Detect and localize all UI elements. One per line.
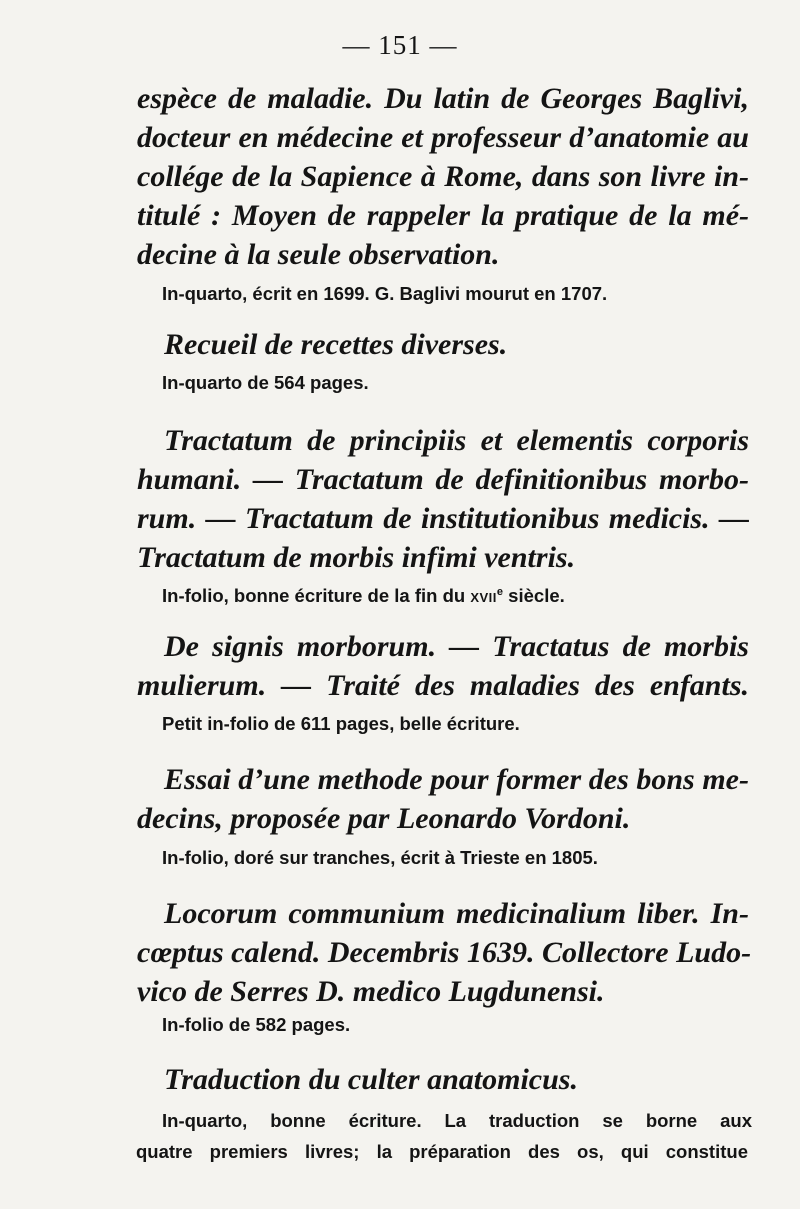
entry-title-line: cœptus calend. Decembris 1639. Collectore Ludo- bbox=[137, 936, 752, 969]
entry-title-line: humani. — Tractatum de definitionibus morbo- bbox=[137, 463, 749, 496]
entry-title-line: docteur en médecine et professeur d’anatomie au bbox=[137, 121, 749, 154]
note-text: siècle. bbox=[503, 585, 565, 607]
page-number: — 151 — bbox=[342, 30, 458, 60]
entry-title-line: decins, proposée par Leonardo Vordoni. bbox=[137, 802, 631, 835]
entry-title-line: decine à la seule observation. bbox=[137, 238, 500, 271]
entry-note: Petit in-folio de 611 pages, belle écriture. bbox=[162, 713, 520, 734]
entry-title-line: Tractatum de morbis infimi ventris. bbox=[137, 541, 576, 574]
entry-title-line: Traduction du culter anatomicus. bbox=[164, 1063, 578, 1096]
entry-title-line: collége de la Sapience à Rome, dans son livre in- bbox=[137, 160, 749, 193]
entry-title-line: espèce de maladie. Du latin de Georges Baglivi, bbox=[137, 82, 749, 115]
entry-title-line: De signis morborum. — Tractatus de morbis bbox=[164, 630, 749, 663]
entry-title-line: Recueil de recettes diverses. bbox=[164, 328, 508, 361]
entry-note bbox=[162, 578, 752, 612]
entry-title-line: Tractatum de principiis et elementis corporis bbox=[164, 424, 749, 457]
entry-title-line: rum. — Tractatum de institutionibus medicis. — bbox=[137, 502, 749, 535]
century-superscript: e bbox=[496, 586, 504, 598]
entry-note: In-quarto, bonne écriture. La traduction se borne aux bbox=[162, 1110, 752, 1131]
century-numeral: XVII bbox=[470, 590, 497, 606]
note-text: In-folio, bonne écriture de la fin du bbox=[162, 585, 471, 607]
entry-title-line: Locorum communium medicinalium liber. In- bbox=[164, 897, 749, 930]
entry-note: In-folio de 582 pages. bbox=[162, 1014, 351, 1035]
entry-title-line: titulé : Moyen de rappeler la pratique de la mé- bbox=[137, 199, 749, 232]
entry-note: In-quarto, écrit en 1699. G. Baglivi mourut en 1707. bbox=[162, 283, 608, 304]
entry-note: In-folio, doré sur tranches, écrit à Trieste en 1805. bbox=[162, 847, 598, 868]
entry-title-line: mulierum. — Traité des maladies des enfants. bbox=[137, 669, 749, 702]
entry-note: In-quarto de 564 pages. bbox=[162, 372, 369, 393]
entry-note: quatre premiers livres; la préparation des os, qui constitue bbox=[136, 1141, 748, 1162]
entry-title-line: vico de Serres D. medico Lugdunensi. bbox=[137, 975, 605, 1008]
entry-title-line: Essai d’une methode pour former des bons me- bbox=[164, 763, 749, 796]
